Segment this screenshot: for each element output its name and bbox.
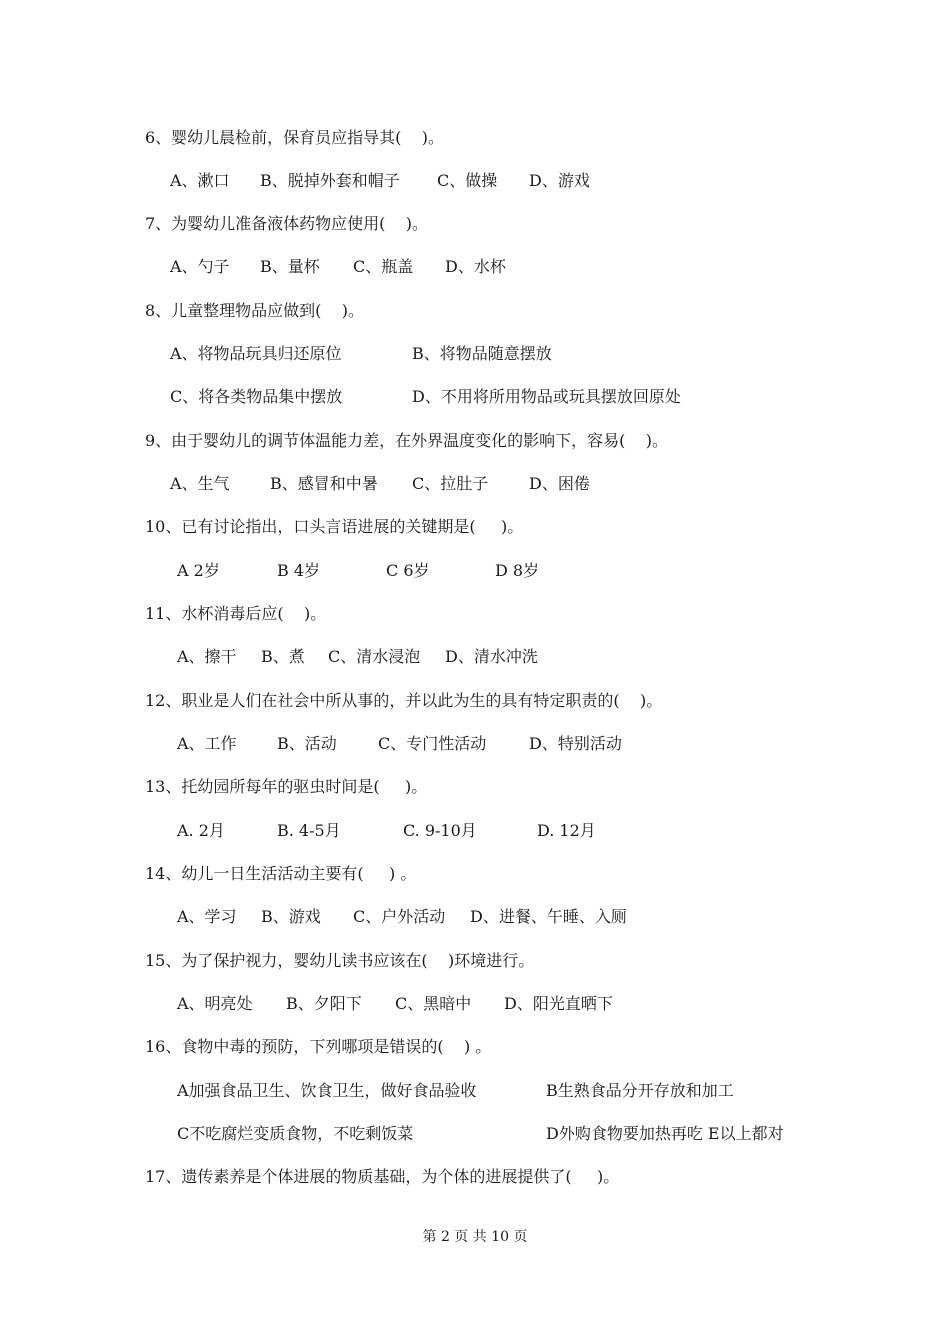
question-8-option-a: A、将物品玩具归还原位 bbox=[170, 344, 342, 363]
question-12-option-d: D、特别活动 bbox=[529, 734, 622, 753]
question-15-stem: 15、为了保护视力，婴幼儿读书应该在( )环境进行。 bbox=[145, 951, 535, 970]
question-15-option-d: D、阳光直晒下 bbox=[504, 994, 613, 1013]
question-14-option-b: B、游戏 bbox=[261, 907, 321, 926]
question-7-option-a: A、勺子 bbox=[170, 257, 230, 276]
question-13-option-b: B. 4-5月 bbox=[277, 821, 341, 840]
question-11-option-a: A、擦干 bbox=[177, 647, 237, 666]
question-13-option-a: A. 2月 bbox=[177, 821, 225, 840]
question-6-option-b: B、脱掉外套和帽子 bbox=[260, 171, 400, 190]
question-8-option-b: B、将物品随意摆放 bbox=[412, 344, 552, 363]
question-6-stem: 6、婴幼儿晨检前，保育员应指导其( )。 bbox=[145, 128, 445, 147]
question-6-option-c: C、做操 bbox=[437, 171, 498, 190]
question-15-option-b: B、夕阳下 bbox=[286, 994, 362, 1013]
question-14-option-c: C、户外活动 bbox=[353, 907, 446, 926]
question-11-stem: 11、水杯消毒后应( )。 bbox=[145, 604, 327, 623]
question-7-option-b: B、量杯 bbox=[260, 257, 320, 276]
question-14-option-d: D、进餐、午睡、入厕 bbox=[470, 907, 627, 926]
question-13-option-d: D. 12月 bbox=[537, 821, 596, 840]
question-13-option-c: C. 9-10月 bbox=[403, 821, 477, 840]
question-16-stem: 16、食物中毒的预防，下列哪项是错误的( ) 。 bbox=[145, 1037, 492, 1056]
question-9-option-c: C、拉肚子 bbox=[412, 474, 489, 493]
question-11-option-c: C、清水浸泡 bbox=[328, 647, 421, 666]
question-6-option-d: D、游戏 bbox=[529, 171, 590, 190]
question-16-option-b: B生熟食品分开存放和加工 bbox=[546, 1081, 734, 1100]
question-16-option-d: D外购食物要加热再吃 E以上都对 bbox=[546, 1124, 784, 1143]
question-12-option-c: C、专门性活动 bbox=[378, 734, 487, 753]
question-15-option-c: C、黑暗中 bbox=[395, 994, 472, 1013]
question-10-option-d: D 8岁 bbox=[495, 561, 540, 580]
question-12-option-a: A、工作 bbox=[177, 734, 237, 753]
question-9-option-a: A、生气 bbox=[170, 474, 230, 493]
question-16-option-c: C不吃腐烂变质食物，不吃剩饭菜 bbox=[177, 1124, 414, 1143]
question-13-stem: 13、托幼园所每年的驱虫时间是( )。 bbox=[145, 777, 428, 796]
question-8-option-c: C、将各类物品集中摆放 bbox=[170, 387, 343, 406]
question-7-option-c: C、瓶盖 bbox=[353, 257, 414, 276]
question-9-option-d: D、困倦 bbox=[529, 474, 590, 493]
question-10-stem: 10、已有讨论指出，口头言语进展的关键期是( )。 bbox=[145, 517, 524, 536]
page-number: 第 2 页 共 10 页 bbox=[422, 1229, 528, 1245]
question-12-option-b: B、活动 bbox=[277, 734, 337, 753]
question-10-option-b: B 4岁 bbox=[277, 561, 321, 580]
question-7-stem: 7、为婴幼儿准备液体药物应使用( )。 bbox=[145, 214, 429, 233]
question-11-option-d: D、清水冲洗 bbox=[445, 647, 538, 666]
question-14-option-a: A、学习 bbox=[177, 907, 237, 926]
question-7-option-d: D、水杯 bbox=[445, 257, 506, 276]
question-16-option-a: A加强食品卫生、饮食卫生，做好食品验收 bbox=[177, 1081, 477, 1100]
question-14-stem: 14、幼儿一日生活活动主要有( ) 。 bbox=[145, 864, 417, 883]
question-11-option-b: B、煮 bbox=[261, 647, 305, 666]
question-12-stem: 12、职业是人们在社会中所从事的，并以此为生的具有特定职责的( )。 bbox=[145, 691, 663, 710]
question-8-option-d: D、不用将所用物品或玩具摆放回原处 bbox=[412, 387, 681, 406]
question-8-stem: 8、儿童整理物品应做到( )。 bbox=[145, 301, 365, 320]
question-9-option-b: B、感冒和中暑 bbox=[270, 474, 378, 493]
question-15-option-a: A、明亮处 bbox=[177, 994, 253, 1013]
question-9-stem: 9、由于婴幼儿的调节体温能力差，在外界温度变化的影响下，容易( )。 bbox=[145, 431, 669, 450]
question-10-option-a: A 2岁 bbox=[177, 561, 220, 580]
question-10-option-c: C 6岁 bbox=[386, 561, 430, 580]
question-6-option-a: A、漱口 bbox=[170, 171, 230, 190]
question-17-stem: 17、遗传素养是个体进展的物质基础，为个体的进展提供了( )。 bbox=[145, 1167, 620, 1186]
